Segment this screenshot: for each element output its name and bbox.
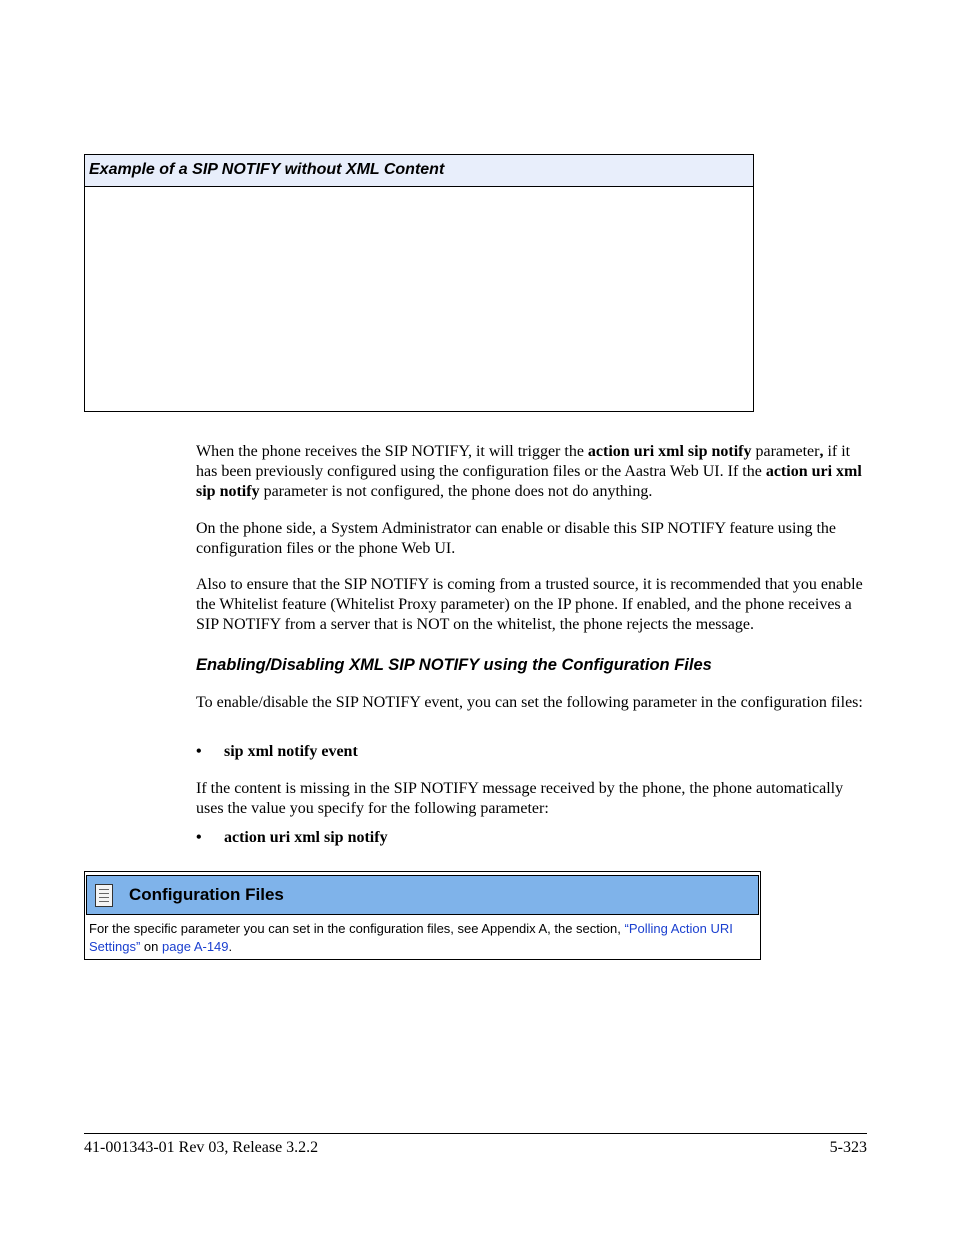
footer-divider xyxy=(84,1133,867,1134)
paragraph-admin: On the phone side, a System Administrator can enable or disable this SIP NOTIFY feature using the configuration files or the phone Web UI. xyxy=(196,520,837,557)
paragraph-whitelist: Also to ensure that the SIP NOTIFY is coming from a trusted source, it is recommended that you enable the Whitelist feature (Whitelist Proxy parameter) on the IP phone. If enabled, and the phone receives a SIP NOTIFY from a server that is NOT on the whitelist, the phone rejects the message. xyxy=(196,576,863,633)
page-a-149-link[interactable]: page A-149 xyxy=(162,939,229,954)
bullet-marker: • xyxy=(196,743,202,760)
footer-page-number: 5-323 xyxy=(829,1139,867,1156)
config-files-header xyxy=(86,875,759,915)
paragraph-action-uri: When the phone receives the SIP NOTIFY, it will trigger the action uri xml sip notify parameter, if it has been previously configured using the configuration files or the Aastra Web UI. If the action uri xml sip notify parameter is not configured, the phone does not do anything. xyxy=(196,443,862,500)
bullet-item-sip-xml-notify-event: • sip xml notify event xyxy=(196,743,358,760)
config-files-title: Configuration Files xyxy=(129,885,284,904)
polling-action-uri-link[interactable]: “Polling Action URI Settings” xyxy=(89,921,733,954)
example-box xyxy=(84,154,754,412)
config-files-note xyxy=(84,871,761,960)
example-box-header: Example of a SIP NOTIFY without XML Content xyxy=(85,155,753,187)
paragraph-missing-content: If the content is missing in the SIP NOTIFY message received by the phone, the phone automatically uses the value you specify for the following parameter: xyxy=(196,780,844,817)
bullet-item-action-uri: • action uri xml sip notify xyxy=(196,829,388,846)
param-action-uri-xml-sip-notify-2: action uri xml sip notify xyxy=(196,463,862,500)
document-icon xyxy=(95,884,113,907)
config-files-text: For the specific parameter you can set in the configuration files, see Appendix A, the section, “Polling Action URI Settings” on page A-149. xyxy=(89,921,733,954)
bullet-marker: • xyxy=(196,829,202,846)
paragraph-enable: To enable/disable the SIP NOTIFY event, you can set the following parameter in the configuration files: xyxy=(196,694,863,711)
param-action-uri-xml-sip-notify: action uri xml sip notify xyxy=(587,443,752,460)
footer-doc-id: 41-001343-01 Rev 03, Release 3.2.2 xyxy=(84,1139,319,1156)
section-heading: Enabling/Disabling XML SIP NOTIFY using the Configuration Files xyxy=(196,656,712,674)
